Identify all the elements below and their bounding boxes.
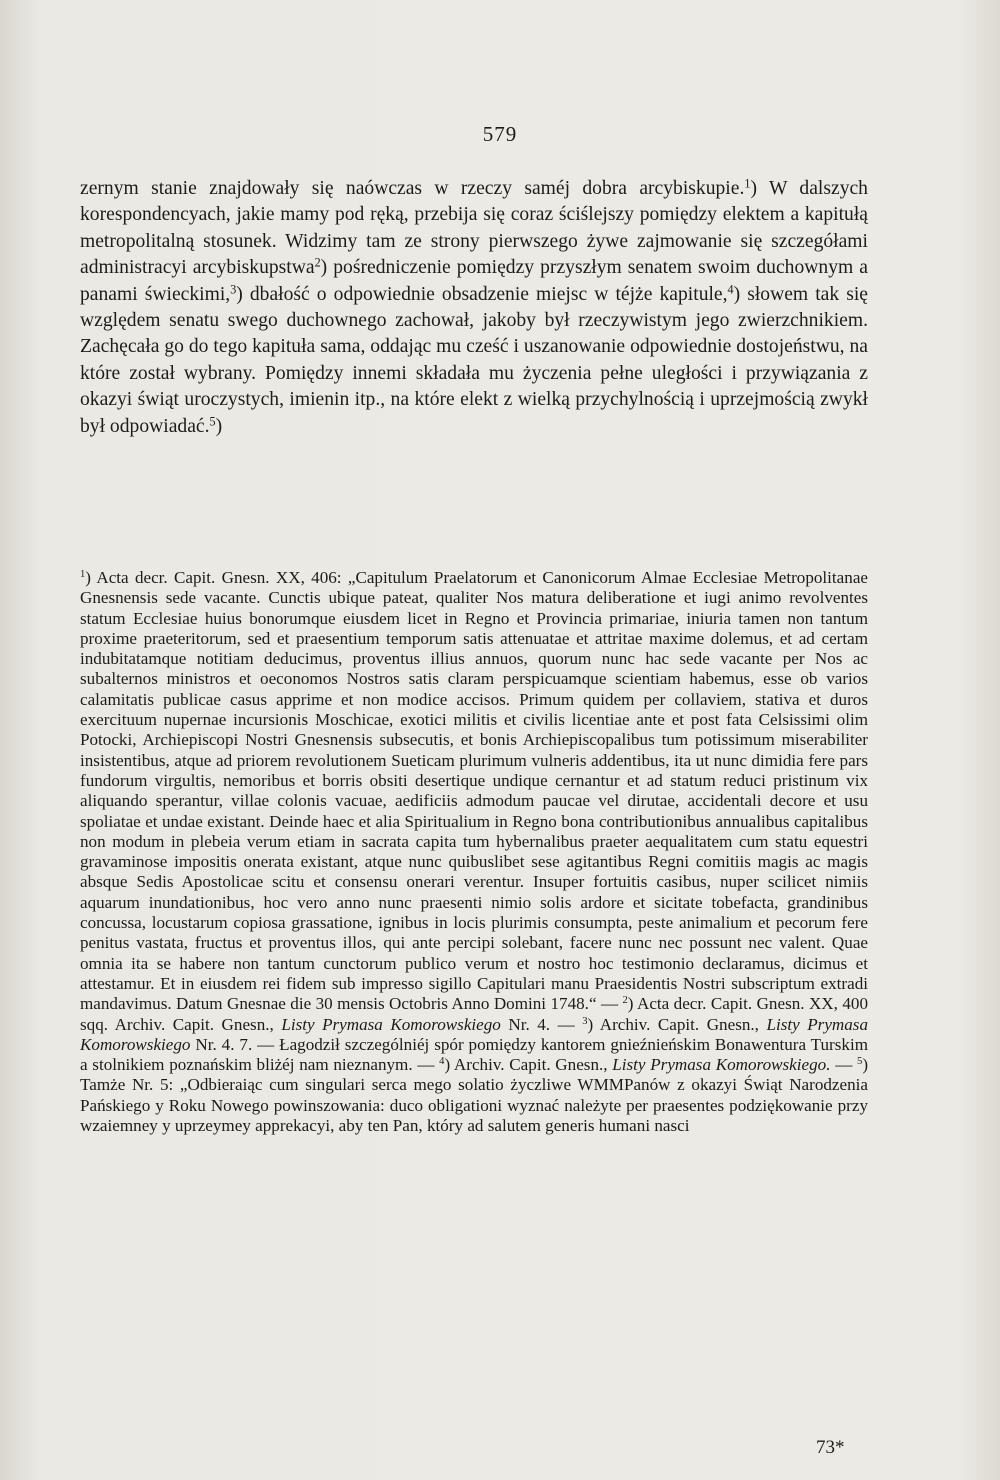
body-text-5: ) słowem tak się względem senatu swego duchownego zachował, jakoby był rzeczywistym jego zwierzchnikiem. Zachęcała go do tego kapituła sama, oddając mu cześć i uszanowanie odpowiednie dostojeństwu, na które został wybrany. Pomiędzy innemi składała mu życzenia pełne uległości i przywiązania z okazyi świąt uroczystych, imienin itp., na które elekt z wielką przychylnością i uprzejmością zwykł był odpowiadać. xyxy=(80,283,868,437)
footnote-ref-3: 3 xyxy=(230,281,237,296)
footnote-number-5: 5 xyxy=(857,1056,863,1068)
footnote-ref-5: 5 xyxy=(209,413,216,428)
footnote-number-3: 3 xyxy=(582,1015,588,1027)
footnote-2-text-end: Nr. 4. — xyxy=(500,1014,583,1034)
footnote-4-text: ) Archiv. Capit. Gnesn., xyxy=(444,1055,613,1075)
signature-mark: 73* xyxy=(816,1437,845,1458)
footnote-number-4: 4 xyxy=(439,1056,445,1068)
body-text-1: zernym stanie znajdowały się naówczas w rzeczy saméj dobra arcybiskupie. xyxy=(80,178,745,199)
footnotes xyxy=(80,568,868,1136)
body-text-2: ) W dalszych korespondencyach, jakie mamy pod ręką, przebija się coraz ściślejszy pomiędzy elektem a kapitułą metropolitalną stosunek. Widzimy tam ze strony pierwszego żywe zajmowanie się szczegółami administracyi arcybiskupstwa xyxy=(80,178,868,279)
body-text-6: ) xyxy=(215,415,223,437)
main-paragraph xyxy=(80,176,868,440)
footnote-ref-2: 2 xyxy=(314,255,321,270)
footnote-number-1: 1 xyxy=(80,569,86,581)
footnote-3-text: ) Archiv. Capit. Gnesn., xyxy=(587,1014,767,1034)
footnote-5-text: ) Tamże Nr. 5: „Odbieraiąc cum singulari serca mego solatio życzliwe WMMPanów z okazyi Świąt Narodzenia Pańskiego y Roku Nowego powinszowania: duco obligationi wyznać należyte per praesentes podziękowanie przy wzaiemney y uprzeymey apprekacyi, aby ten Pan, który ad salutem generis humani nasci xyxy=(80,1055,869,1136)
footnote-3-title: Listy Prymasa Komorowskiego xyxy=(80,1014,868,1054)
footnote-number-2: 2 xyxy=(622,995,628,1007)
footnote-2-text: ) Acta decr. Capit. Gnesn. XX, 400 sqq. Archiv. Capit. Gnesn., xyxy=(80,994,869,1034)
footnote-1-text: ) Acta decr. Capit. Gnesn. XX, 406: „Capitulum Praelatorum et Canonicorum Almae Ecclesiae Metropolitanae Gnesnensis sede vacante. Cunctis ubique pateat, qualiter Nos matura deliberatione et iugi animo revolventes statum Ecclesiae huius bonorumque eiusdem licet in Regno et Provincia primariae, iniuria tamen non tantum proxime praeteritorum, sed et praesentium temporum satis attenuatae et attritae maxime dolemus, et ad certam indubitatamque notitiam deducimus, proventus illius annuos, quorum nunc hac sede vacante per Nos ac subalternos ministros et oeconomos Nostros satis claram perspicuamque scientiam habemus, esse ob varios calamitatis publicae casus apprime et non modice accisos. Primum quidem per collaviem, stativa et duros exercituum nupernae incursionis Moschicae, exotici militis et civilis licentiae ante et post fata Celsissimi olim Potocki, Archiepiscopi Nostri Gnesnensis subsecutis, et bonis Archiepiscopalibus tum potissimum miserabiliter insistentibus, atque ad priorem revolutionem Sueticam plurimum vulneris addentibus, ita ut nunc dimidia fere pars fundorum virgultis, nemoribus et borris obsiti desertique undique cernantur et ad statum reduci pristinum vix aliquando sperantur, villae colonis vacuae, aedificiis admodum paucae vel dirutae, accidentali decore et usu spoliatae et undae existant. Deinde haec et alia Spiritualium in Regno bona contributionibus annualibus capitalibus non modum in plebeia verum etiam in sacrata capita tum hybernalibus praeter aequalitatem cum statu equestri gravaminose impositis onerata existant, atque nunc quibuslibet sese agitantibus Regni comitiis magis ac magis absque Sedis Apostolicae scitu et consensu onerari verentur. Insuper fortuitis casibus, nuper scilicet nimiis aquarum inundationibus, hoc vero anno nunc praesenti nimio solis ardore et sicitate tobefacta, grandinibus concussa, locustarum copiosa grassatione, ignibus in locis plurimis consumpta, peste animalium et pecorum fere penitus vastata, fructus et proventus illos, qui ante percipi solebant, facere nunc nec possunt nec valent. Quae omnia ita se habere non tantum cunctorum publico verum et nostro hoc testimonio declaramus, dicimus et attestamur. Et in eiusdem rei fidem sub impresso sigillo Capitulari manu Praesidentis Nostri subscriptum extradi mandavimus. Datum Gnesnae die 30 mensis Octobris Anno Domini 1748.“ — xyxy=(80,568,868,1014)
footnote-ref-1: 1 xyxy=(744,176,751,191)
footnote-3-text-end: Nr. 4. 7. — Łagodził szczególniéj spór pomiędzy kantorem gnieźnieńskim Bonawentura Turskim a stolnikiem poznańskim bliżéj nam nieznanym. — xyxy=(80,1034,868,1075)
footnote-2-title: Listy Prymasa Komorowskiego xyxy=(281,1014,501,1034)
body-text-4: ) dbałość o odpowiednie obsadzenie miejsc w téjże kapitule, xyxy=(236,283,728,305)
footnote-ref-4: 4 xyxy=(727,281,734,296)
body-text-3: ) pośredniczenie pomiędzy przyszłym senatem swoim duchownym a panami świeckimi, xyxy=(80,257,868,305)
footnote-4-text-end: — xyxy=(830,1055,858,1075)
page-number: 579 xyxy=(482,122,518,146)
footnote-4-title: Listy Prymasa Komorowskiego. xyxy=(612,1055,831,1075)
